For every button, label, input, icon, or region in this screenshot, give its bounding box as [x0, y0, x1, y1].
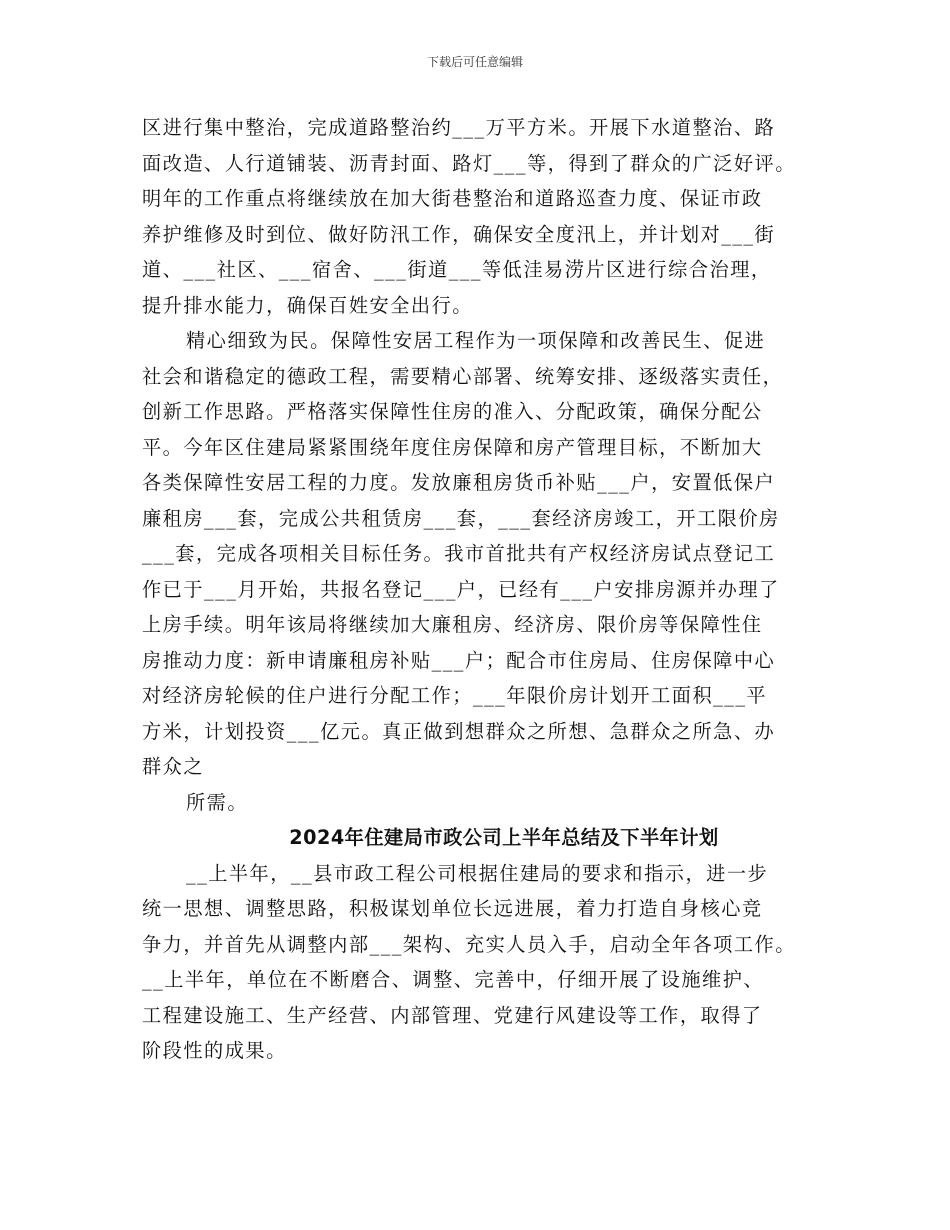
paragraph-line: 统一思想、调整思路，积极谋划单位长远进展，着力打造自身核心竞	[142, 897, 763, 920]
paragraph-line: 群众之	[142, 755, 205, 778]
paragraph-line: 对经济房轮候的住户进行分配工作；___年限价房计划开工面积___平	[142, 684, 768, 707]
paragraph-line: 方米，计划投资___亿元。真正做到想群众之所想、急群众之所急、办	[142, 719, 776, 743]
paragraph-line: 平。今年区住建局紧紧围绕年度住房保障和房产管理目标，不断加大	[142, 435, 763, 459]
paragraph-line: ___套，完成各项相关目标任务。我市首批共有产权经济房试点登记工	[142, 542, 776, 565]
paragraph-line: 所需。	[186, 790, 249, 814]
paragraph-line: __上半年，单位在不断磨合、调整、完善中，仔细开展了设施维护、	[142, 968, 765, 991]
paragraph-line: 提升排水能力，确保百姓安全出行。	[142, 293, 473, 317]
paragraph-line: 区进行集中整治，完成道路整治约___万平方米。开展下水道整治、路	[142, 116, 776, 139]
paragraph-line: 工程建设施工、生产经营、内部管理、党建行风建设等工作，取得了	[142, 1003, 763, 1027]
document-body	[142, 110, 822, 1069]
paragraph-line: 明年的工作重点将继续放在加大街巷整治和道路巡查力度、保证市政	[142, 187, 763, 210]
paragraph-line: 社会和谐稳定的德政工程，需要精心部署、统筹安排、逐级落实责任，	[142, 364, 784, 388]
paragraph-line: 面改造、人行道铺装、沥青封面、路灯___等，得到了群众的广泛好评。	[142, 151, 796, 175]
section-housing-security	[142, 323, 822, 820]
paragraph-line: 道、___社区、___宿舍、___街道___等低洼易涝片区进行综合治理，	[142, 258, 772, 281]
paragraph-line: __上半年，__县市政工程公司根据住建局的要求和指示，进一步	[186, 861, 769, 885]
paragraph-line: 廉租房___套，完成公共租赁房___套，___套经济房竣工，开工限价房	[142, 506, 780, 530]
paragraph-line: 争力，并首先从调整内部___架构、充实人员入手，启动全年各项工作。	[142, 932, 796, 956]
paragraph-line: 房推动力度：新申请廉租房补贴___户；配合市住房局、住房保障中心	[142, 648, 776, 672]
page-header-note: 下载后可任意编辑	[426, 55, 523, 69]
section-half-year-summary	[142, 820, 822, 1069]
paragraph-line: 阶段性的成果。	[142, 1039, 287, 1062]
paragraph-line: 各类保障性安居工程的力度。发放廉租房货币补贴___户，安置低保户	[142, 471, 776, 494]
section-road-works	[142, 110, 822, 323]
paragraph-line: 养护维修及时到位、做好防汛工作，确保安全度汛上，并计划对___街	[142, 222, 776, 246]
paragraph-line: 创新工作思路。严格落实保障性住房的准入、分配政策，确保分配公	[142, 400, 763, 423]
document-title: 2024年住建局市政公司上半年总结及下半年计划	[289, 826, 719, 849]
paragraph-line: 上房手续。明年该局将继续加大廉租房、经济房、限价房等保障性住	[142, 613, 763, 636]
paragraph-line: 精心细致为民。保障性安居工程作为一项保障和改善民生、促进	[186, 329, 766, 352]
paragraph-line: 作已于___月开始，共报名登记___户，已经有___户安排房源并办理了	[142, 577, 780, 601]
